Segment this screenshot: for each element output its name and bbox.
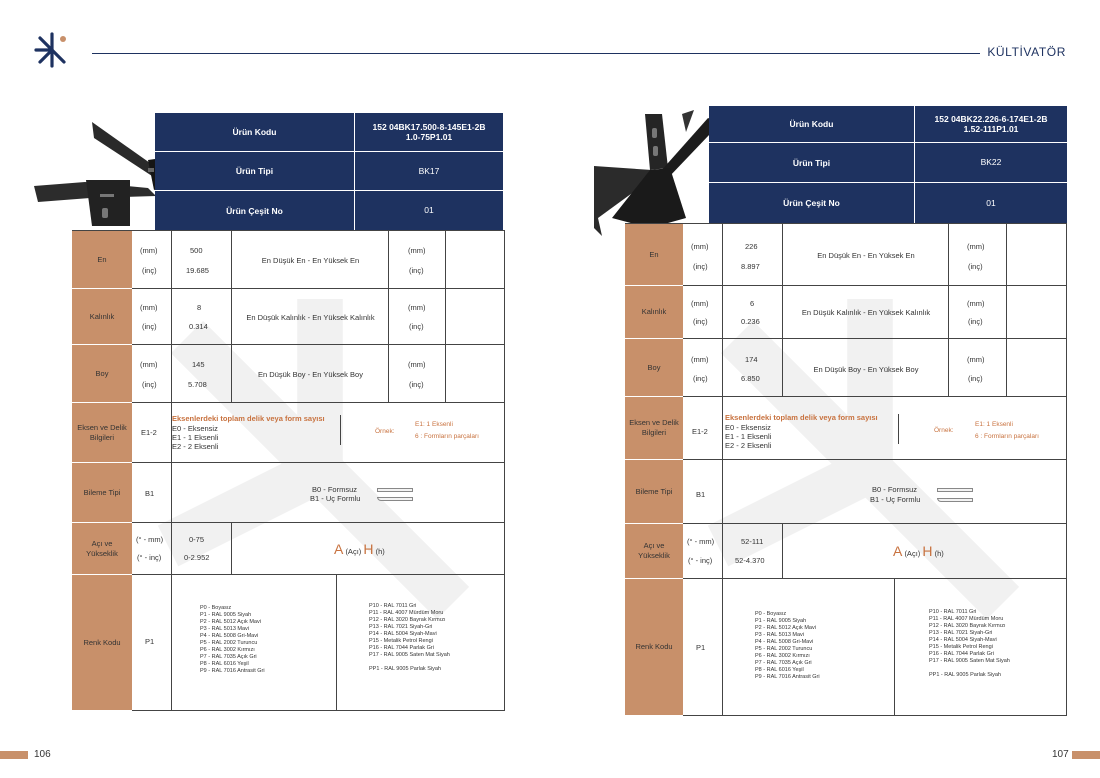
range-unit-mm: (mm) [967, 242, 985, 251]
row-label-line2: Bilgileri [89, 432, 115, 442]
example-line: 6 : Formların parçaları [415, 433, 479, 440]
color-item: P2 - RAL 5012 Açık Mavi [200, 619, 261, 626]
color-item: P16 - RAL 7044 Parlak Gri [929, 651, 994, 658]
range-unit-mm: (mm) [408, 360, 426, 369]
range-unit-mm: (mm) [967, 299, 985, 308]
h-text: (h) [375, 547, 385, 556]
spec-row-color [625, 579, 1067, 716]
color-item-extra: PP1 - RAL 9005 Parlak Siyah [929, 672, 1001, 679]
color-item: P0 - Boyasız [755, 611, 787, 617]
product-variant-value: 01 [424, 205, 434, 216]
color-item: P4 - RAL 5008 Gri-Mavi [755, 639, 814, 646]
product-code-value-line2: 1.0-75P1.01 [405, 132, 453, 142]
range-unit-inch: (inç) [409, 322, 424, 331]
color-item: P2 - RAL 5012 Açık Mavi [755, 625, 816, 632]
product-code-value-line2: 1.52-111P1.01 [963, 124, 1019, 134]
product-code-value-line1: 152 04BK22.226-6-174E1-2B [934, 113, 1048, 124]
row-label-line2: Yükseklik [638, 551, 670, 560]
page-number: 106 [34, 749, 51, 760]
value-mm: 6 [750, 299, 755, 308]
range-unit-mm: (mm) [967, 355, 985, 364]
product-header [709, 106, 1067, 223]
holes-item: E2 - 2 Eksenli [172, 442, 219, 451]
angle-value: 52-4.370 [735, 556, 765, 565]
color-item: P12 - RAL 3020 Bayrak Kırmızı [369, 617, 446, 624]
a-letter: A [334, 541, 344, 557]
sharpen-code: B1 [696, 490, 706, 499]
holes-item: E2 - 2 Eksenli [725, 441, 772, 450]
color-item: P10 - RAL 7011 Gri [369, 603, 417, 609]
blade-tip-icon [937, 498, 973, 502]
blade-formless-icon [937, 488, 973, 492]
row-label-line1: Açı ve [91, 538, 113, 548]
row-label: Kalınlık [72, 289, 132, 345]
row-label [72, 403, 132, 463]
example-label: Örnek: [375, 428, 395, 435]
value-mm: 8 [197, 303, 202, 312]
sharpen-item: B0 - Formsuz [312, 485, 358, 494]
product-code-value-line1: 152 04BK17.500-8-145E1-2B [372, 121, 486, 132]
unit-mm: (mm) [140, 303, 158, 312]
unit-inch: (inç) [693, 262, 708, 271]
product-variant-label: Ürün Çeşit No [709, 183, 915, 223]
range-unit-inch: (inç) [968, 262, 983, 271]
holes-code: E1-2 [692, 427, 708, 436]
row-label [625, 524, 683, 579]
angle-legend [893, 543, 944, 559]
row-label: En [625, 224, 683, 286]
color-code: P1 [696, 643, 706, 652]
color-item: P0 - Boyasız [200, 605, 232, 611]
product-type-value: BK22 [980, 157, 1002, 168]
a-text: (Açı) [345, 547, 362, 556]
unit-inch: (inç) [693, 317, 708, 326]
spec-table [72, 230, 505, 710]
example-label: Örnek: [934, 427, 954, 434]
color-list-right [929, 609, 1010, 679]
color-item: P15 - Metalik Petrol Rengi [369, 638, 433, 645]
spec-row-holes [72, 403, 505, 463]
color-item: P14 - RAL 5004 Siyah-Mavi [369, 631, 437, 638]
angle-value: 0-2.952 [184, 553, 210, 562]
row-label: Bileme Tipi [72, 463, 132, 523]
color-item: P13 - RAL 7021 Siyah-Gri [929, 630, 993, 637]
unit-mm: (mm) [691, 299, 709, 308]
row-label [72, 523, 132, 575]
page-tab [0, 751, 28, 759]
angle-unit: (° - inç) [137, 553, 162, 562]
row-label: Boy [72, 345, 132, 403]
color-item: P8 - RAL 6016 Yeşil [200, 661, 249, 668]
spec-row-kalinlik [72, 289, 505, 345]
color-item: P8 - RAL 6016 Yeşil [755, 667, 804, 674]
holes-code: E1-2 [141, 428, 157, 437]
range-label: En Düşük Kalınlık - En Yüksek Kalınlık [801, 308, 931, 317]
color-item: P11 - RAL 4007 Mürdüm Moru [929, 616, 1004, 623]
divider [340, 415, 341, 445]
product-type-label: Ürün Tipi [709, 143, 915, 182]
color-item: P3 - RAL 5013 Mavi [755, 632, 805, 639]
holes-title: Eksenlerdeki toplam delik veya form sayısı [725, 413, 878, 422]
angle-value: 52-111 [741, 537, 764, 546]
unit-inch: (inç) [142, 380, 157, 389]
blade-tip-icon [377, 497, 413, 501]
row-label-line1: Açı ve [643, 541, 665, 551]
range-unit-inch: (inç) [409, 380, 424, 389]
value-inch: 0.236 [741, 317, 760, 326]
value-inch: 6.850 [741, 374, 760, 383]
blade-formless-icon [377, 488, 413, 492]
angle-unit: (° - mm) [687, 537, 715, 546]
page-number: 107 [1052, 749, 1069, 760]
a-text: (Açı) [904, 549, 921, 558]
product-variant-label: Ürün Çeşit No [155, 191, 355, 230]
value-inch: 19.685 [186, 266, 209, 275]
page-tab [1072, 751, 1100, 759]
holes-title: Eksenlerdeki toplam delik veya form sayısı [172, 414, 325, 423]
spec-row-holes [625, 397, 1067, 460]
color-code: P1 [145, 637, 155, 646]
product-type-value: BK17 [418, 165, 440, 176]
range-unit-inch: (inç) [409, 266, 424, 275]
color-item: P16 - RAL 7044 Parlak Gri [369, 645, 434, 652]
color-item: P9 - RAL 7016 Antrasit Gri [200, 668, 265, 675]
color-item: P11 - RAL 4007 Mürdüm Moru [369, 610, 444, 617]
spec-row-sharpen [625, 460, 1067, 524]
color-item: P7 - RAL 7035 Açık Gri [200, 654, 257, 661]
unit-mm: (mm) [691, 242, 709, 251]
value-inch: 5.708 [188, 380, 207, 389]
h-letter: H [363, 541, 374, 557]
color-item: P13 - RAL 7021 Siyah-Gri [369, 624, 433, 631]
row-label [625, 397, 683, 460]
holes-item: E1 - 1 Eksenli [172, 433, 219, 442]
row-label-line1: Eksen ve Delik [77, 422, 127, 432]
color-item: P17 - RAL 9005 Saten Mat Siyah [929, 658, 1010, 665]
color-item: P4 - RAL 5008 Gri-Mavi [200, 633, 259, 640]
sharpen-code: B1 [145, 489, 155, 498]
angle-unit: (° - mm) [136, 535, 164, 544]
unit-mm: (mm) [691, 355, 709, 364]
product-variant-value: 01 [986, 197, 996, 208]
value-mm: 500 [190, 246, 203, 255]
holes-item: E1 - 1 Eksenli [725, 432, 772, 441]
angle-unit: (° - inç) [688, 556, 713, 565]
spec-row-angle [625, 524, 1067, 579]
value-mm: 226 [745, 242, 758, 251]
spec-table [625, 223, 1067, 715]
sharpen-item: B0 - Formsuz [872, 485, 918, 494]
product-code-label: Ürün Kodu [155, 113, 355, 151]
color-item: P6 - RAL 3002 Kırmızı [200, 647, 255, 654]
range-label: En Düşük En - En Yüksek En [817, 251, 915, 260]
range-unit-inch: (inç) [968, 317, 983, 326]
color-item: P15 - Metalik Petrol Rengi [929, 644, 993, 651]
color-list-left [200, 605, 265, 675]
range-label: En Düşük Kalınlık - En Yüksek Kalınlık [246, 313, 375, 322]
spec-row-angle [72, 523, 505, 575]
page-right [550, 0, 1100, 778]
unit-inch: (inç) [142, 266, 157, 275]
color-item: P5 - RAL 2002 Turuncu [755, 646, 813, 653]
spec-row-boy [72, 345, 505, 403]
color-item: P5 - RAL 2002 Turuncu [200, 640, 258, 647]
spec-row-en [625, 224, 1067, 286]
color-item: P1 - RAL 9005 Siyah [200, 612, 252, 619]
section-title: KÜLTİVATÖR [987, 45, 1066, 59]
color-item: P3 - RAL 5013 Mavi [200, 626, 250, 633]
range-unit-mm: (mm) [408, 246, 426, 255]
range-label: En Düşük Boy - En Yüksek Boy [258, 370, 363, 379]
color-item: P14 - RAL 5004 Siyah-Mavi [929, 637, 997, 644]
spec-row-sharpen [72, 463, 505, 523]
spec-row-kalinlik [625, 286, 1067, 339]
color-item: P6 - RAL 3002 Kırmızı [755, 653, 810, 660]
color-item: P12 - RAL 3020 Bayrak Kırmızı [929, 623, 1006, 630]
row-label-line2: Yükseklik [86, 548, 118, 558]
unit-mm: (mm) [140, 360, 158, 369]
value-mm: 145 [192, 360, 205, 369]
row-label: Renk Kodu [72, 575, 132, 711]
product-type-label: Ürün Tipi [155, 152, 355, 190]
row-label: En [72, 231, 132, 289]
sharpen-item: B1 - Uç Formlu [870, 495, 921, 504]
row-label: Renk Kodu [625, 579, 683, 716]
divider [898, 414, 899, 444]
product-code-label: Ürün Kodu [709, 106, 915, 142]
spec-row-color [72, 575, 505, 711]
color-item: P17 - RAL 9005 Saten Mat Siyah [369, 652, 450, 659]
unit-inch: (inç) [142, 322, 157, 331]
row-label: Kalınlık [625, 286, 683, 339]
range-label: En Düşük Boy - En Yüksek Boy [813, 365, 919, 374]
holes-item: E0 - Eksensiz [172, 424, 218, 433]
sharpen-item: B1 - Uç Formlu [310, 494, 361, 503]
angle-legend [334, 541, 385, 557]
range-label: En Düşük En - En Yüksek En [261, 256, 360, 265]
value-inch: 0.314 [189, 322, 208, 331]
color-item-extra: PP1 - RAL 9005 Parlak Siyah [369, 666, 441, 673]
color-list-left [755, 611, 820, 681]
a-letter: A [893, 543, 903, 559]
unit-mm: (mm) [140, 246, 158, 255]
row-label: Bileme Tipi [625, 460, 683, 524]
value-mm: 174 [745, 355, 758, 364]
spec-row-en [72, 231, 505, 289]
product-header [155, 113, 503, 230]
color-item: P7 - RAL 7035 Açık Gri [755, 660, 812, 667]
row-label-line2: Bilgileri [641, 428, 667, 437]
example-line: E1: 1 Eksenli [975, 421, 1013, 428]
h-text: (h) [934, 549, 944, 558]
example-line: E1: 1 Eksenli [415, 421, 453, 428]
row-label: Boy [625, 339, 683, 397]
row-label-line1: Eksen ve Delik [629, 418, 679, 428]
holes-item: E0 - Eksensiz [725, 423, 771, 432]
unit-inch: (inç) [693, 374, 708, 383]
example-line: 6 : Formların parçaları [975, 433, 1039, 440]
spec-row-boy [625, 339, 1067, 397]
h-letter: H [922, 543, 933, 559]
color-list-right [369, 603, 450, 673]
color-item: P1 - RAL 9005 Siyah [755, 618, 807, 625]
color-item: P9 - RAL 7016 Antrasit Gri [755, 674, 820, 681]
angle-value: 0-75 [189, 535, 205, 544]
value-inch: 8.897 [741, 262, 760, 271]
range-unit-inch: (inç) [968, 374, 983, 383]
color-item: P10 - RAL 7011 Gri [929, 609, 977, 615]
range-unit-mm: (mm) [408, 303, 426, 312]
